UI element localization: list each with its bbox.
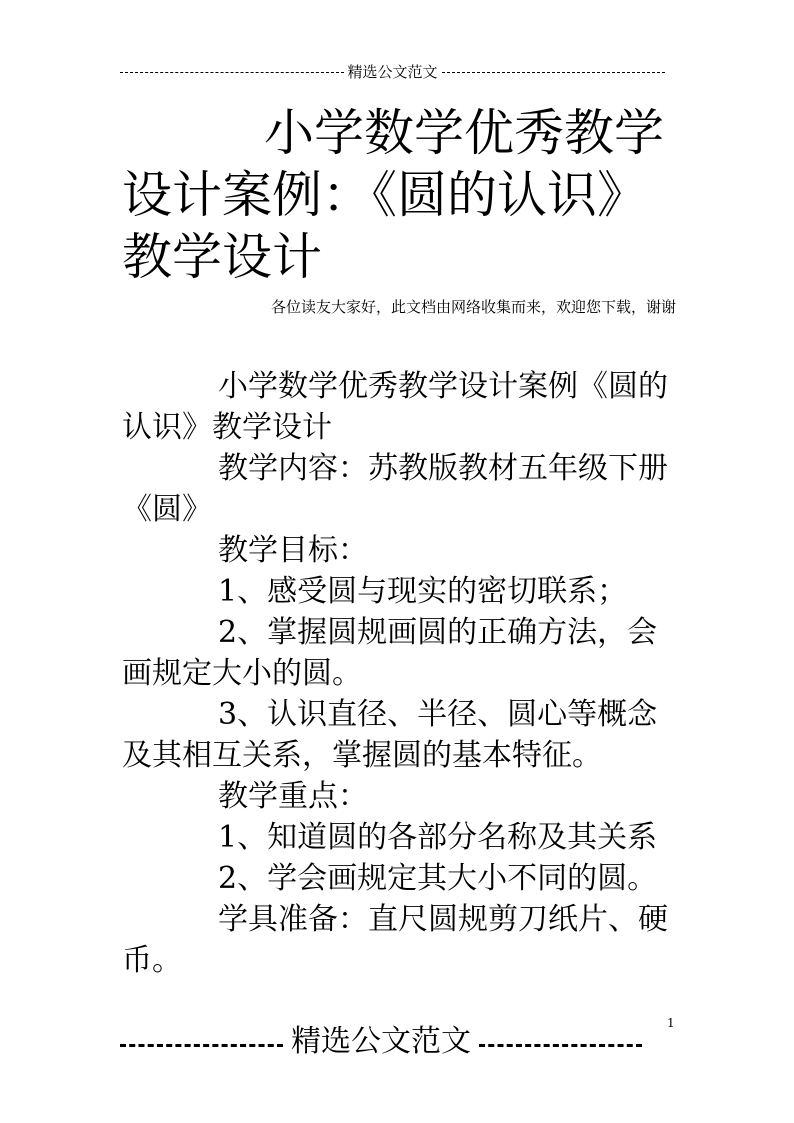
footer-dashes-right xyxy=(479,1044,642,1047)
page-header xyxy=(120,62,665,82)
body-paragraph: 教学内容：苏教版教材五年级下册《圆》 xyxy=(122,451,668,527)
footer-dashes-left xyxy=(120,1044,283,1047)
body-paragraph: 2、学会画规定其大小不同的圆。 xyxy=(218,861,658,896)
document-body xyxy=(122,366,678,981)
body-paragraph: 1、感受圆与现实的密切联系； xyxy=(218,574,628,609)
page-footer xyxy=(120,1024,642,1060)
body-paragraph: 小学数学优秀教学设计案例《圆的认识》教学设计 xyxy=(122,369,668,445)
page-number: 1 xyxy=(667,1016,675,1030)
body-paragraph: 1、知道圆的各部分名称及其关系 xyxy=(218,820,658,855)
header-label: 精选公文范文 xyxy=(347,63,438,81)
body-paragraph: 教学目标： xyxy=(218,533,368,568)
body-paragraph: 2、掌握圆规画圆的正确方法，会画规定大小的圆。 xyxy=(122,615,658,691)
document-title: 小学数学优秀教学设计案例：《圆的认识》教学设计 xyxy=(122,104,664,286)
footer-label: 精选公文范文 xyxy=(291,1024,471,1059)
body-paragraph: 3、认识直径、半径、圆心等概念及其相互关系，掌握圆的基本特征。 xyxy=(122,697,658,773)
header-dashes-right xyxy=(442,72,666,73)
body-paragraph: 学具准备：直尺圆规剪刀纸片、硬币。 xyxy=(122,902,668,978)
body-paragraph: 教学重点： xyxy=(218,779,368,814)
header-dashes-left xyxy=(120,72,344,73)
download-notice: 各位读友大家好，此文档由网络收集而来，欢迎您下载，谢谢 xyxy=(270,298,676,316)
